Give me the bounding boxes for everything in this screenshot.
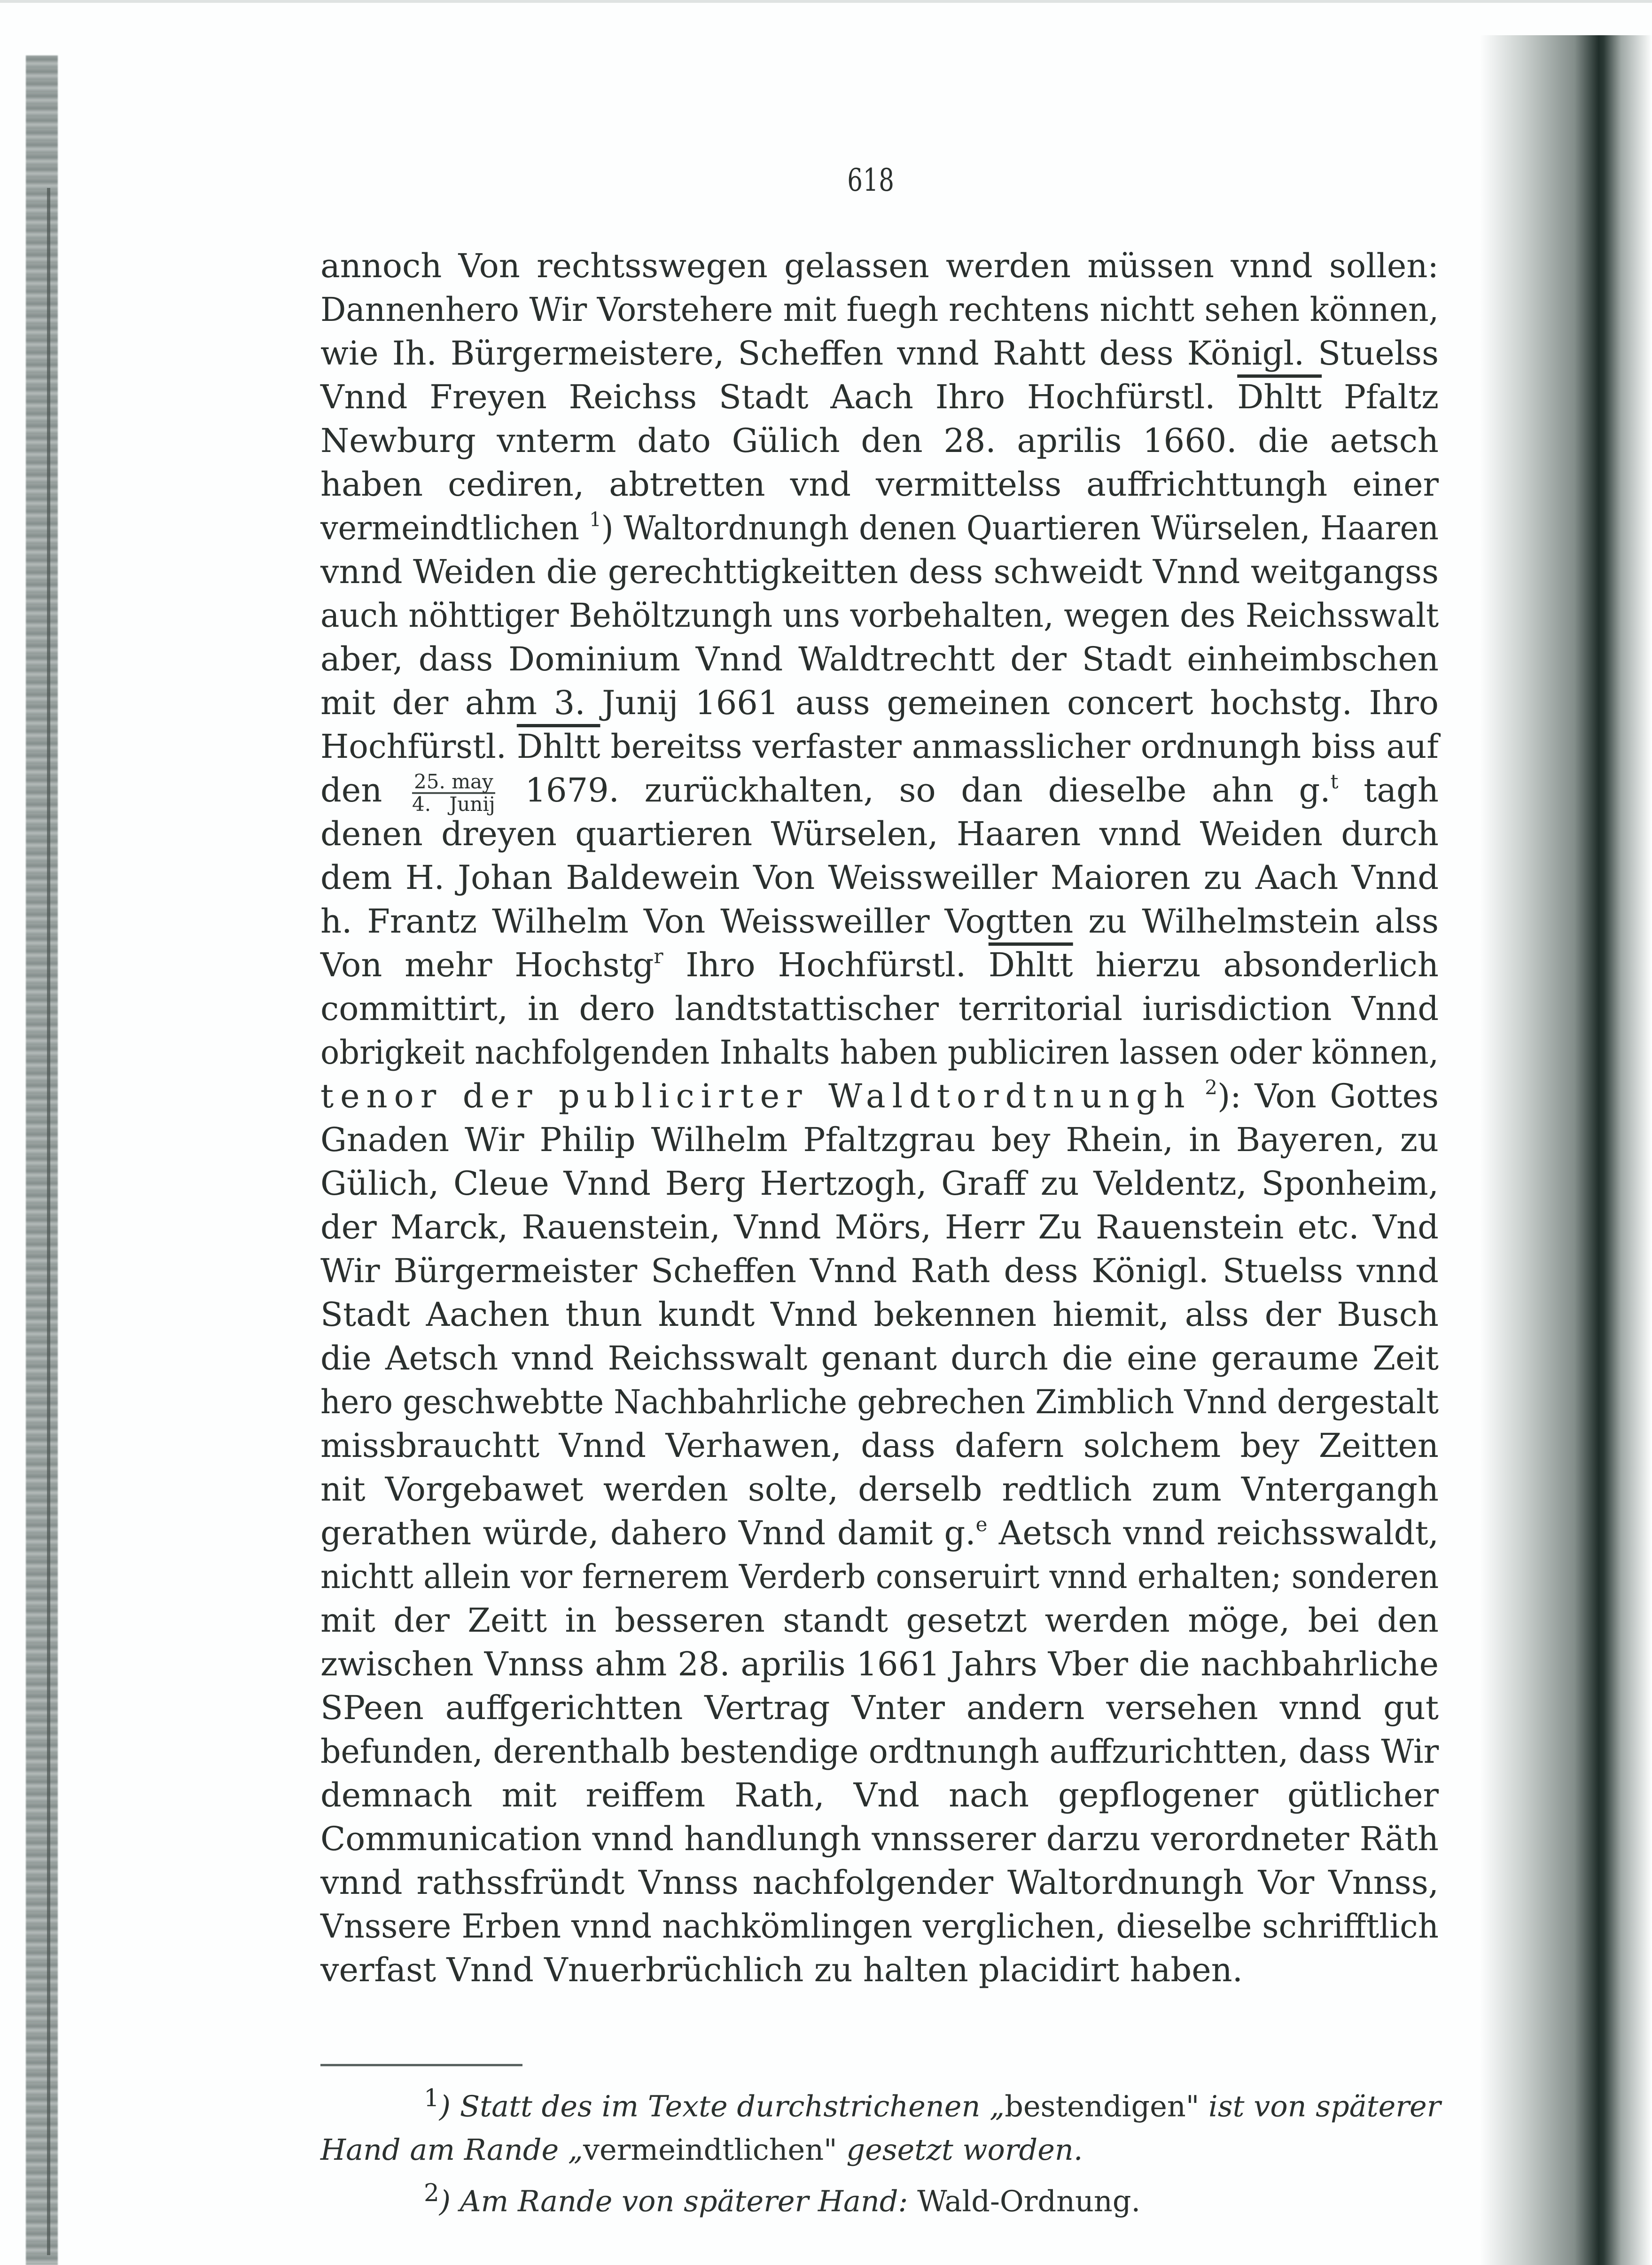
text-line: haben cediren, abtretten vnd vermittelss auffrichttungh einer (320, 465, 1439, 504)
fraction-numerator: 25. may (412, 771, 495, 794)
text-segment: bereitss verfaster anmasslicher ordnungh biss auf (610, 727, 1439, 766)
text-segment: ) Waltordnungh denen Quartieren Würselen, Haaren (601, 509, 1439, 547)
text-segment: Von mehr Hochstg (320, 946, 654, 984)
text-line: wie Ih. Bürgermeistere, Scheffen vnnd Rahtt dess Königl. Stuelss (320, 334, 1439, 373)
text-line: Wir Bürgermeister Scheffen Vnnd Rath dess Königl. Stuelss vnnd (320, 1252, 1439, 1290)
text-line (320, 375, 1439, 419)
text-line: Gülich, Cleue Vnnd Berg Hertzogh, Graff zu Veldentz, Sponheim, (320, 1164, 1439, 1203)
text-line: Newburg vnterm dato Gülich den 28. aprilis 1660. die aetsch (320, 421, 1439, 460)
text-line: Vnssere Erben vnnd nachkömlingen verglichen, dieselbe schrifftlich (320, 1907, 1439, 1946)
footnote-1 (320, 2077, 1439, 2128)
text-line: denen dreyen quartieren Würselen, Haaren vnnd Weiden durch (320, 815, 1439, 853)
footnote-text: " gesetzt worden. (824, 2132, 1083, 2167)
page-number: 618 (847, 162, 895, 198)
footnote-text: " ist von späterer (1185, 2089, 1441, 2124)
footnote-1-continuation (320, 2128, 1439, 2172)
text-line: demnach mit reiffem Rath, Vnd nach gepflogener gütlicher (320, 1776, 1439, 1814)
text-line: SPeen auffgerichtten Vertrag Vnter andern versehen vnnd gut (320, 1689, 1439, 1727)
text-segment: Aetsch vnnd reichsswaldt, (998, 1514, 1439, 1552)
footnote-quoted-word: vermeindtlichen (583, 2132, 824, 2167)
superscript: t (1330, 770, 1339, 793)
text-line: nichtt allein vor fernerem Verderb conseruirt vnnd erhalten; sonderen (320, 1557, 1439, 1596)
text-segment: Hochfürstl. (320, 727, 507, 766)
text-line: h. Frantz Wilhelm Von Weissweiller Vogtten zu Wilhelmstein alss (320, 902, 1439, 941)
abbreviation: Dhltt (516, 727, 600, 766)
superscript: r (654, 945, 663, 968)
text-segment: Vnnd Freyen Reichss Stadt Aach Ihro Hochfürstl. (320, 378, 1216, 416)
text-line: annoch Von rechtsswegen gelassen werden müssen vnnd sollen: (320, 247, 1439, 285)
text-segment: Ihro Hochfürstl. (686, 946, 966, 984)
text-segment: gerathen würde, dahero Vnnd damit g. (320, 1514, 976, 1552)
footnote-text: Hand am Rande „ (320, 2132, 584, 2167)
spaced-title: tenor der publicirter Waldtordtnungh (320, 1077, 1192, 1115)
footnotes (320, 2077, 1439, 2223)
text-line: Communication vnnd handlungh vnnsserer darzu verordneter Räth (320, 1820, 1439, 1858)
text-line: Gnaden Wir Philip Wilhelm Pfaltzgrau bey Rhein, in Bayeren, zu (320, 1121, 1439, 1159)
text-line (320, 1074, 1439, 1118)
text-line: vnnd rathssfründt Vnnss nachfolgender Waltordnungh Vor Vnnss, (320, 1863, 1439, 1902)
left-binding-edge (26, 55, 58, 2265)
text-line: nit Vorgebawet werden solte, derselb redtlich zum Vntergangh (320, 1470, 1439, 1509)
abbreviation: Dhltt (988, 946, 1073, 984)
text-line (320, 506, 1439, 550)
text-segment: tagh (1364, 771, 1439, 809)
footnote-rule (320, 2064, 522, 2066)
text-line: Stadt Aachen thun kundt Vnnd bekennen hiemit, alss der Busch (320, 1295, 1439, 1334)
footnote-marker: 2 (424, 2179, 439, 2207)
text-line: hero geschwebtte Nachbahrliche gebrechen Zimblich Vnnd dergestalt (320, 1383, 1439, 1421)
text-segment: 1679. zurückhalten, so dan dieselbe ahn g. (525, 771, 1331, 809)
text-line (320, 943, 1439, 987)
footnote-ref-1[interactable]: 1 (589, 508, 601, 531)
left-binding-line (47, 188, 50, 2255)
text-line: mit der Zeitt in besseren standt gesetzt werden möge, bei den (320, 1601, 1439, 1640)
text-line (320, 769, 1439, 816)
footnote-text: ) Statt des im Texte durchstrichenen „ (439, 2089, 1005, 2124)
footnote-marker: 1 (424, 2084, 439, 2112)
text-line: Dannenhero Wir Vorstehere mit fuegh rechtens nichtt sehen können, (320, 290, 1439, 329)
abbreviation: Dhltt (1237, 378, 1322, 416)
footnote-2 (320, 2172, 1439, 2223)
text-line: befunden, derenthalb bestendige ordtnungh auffzurichtten, dass Wir (320, 1732, 1439, 1771)
text-line (320, 1511, 1439, 1555)
fraction-denominator: 4. Junij (412, 793, 495, 816)
text-segment: ): Von Gottes (1217, 1077, 1439, 1115)
text-line: vnnd Weiden die gerechttigkeitten dess schweidt Vnnd weitgangss (320, 553, 1439, 591)
text-line: committirt, in dero landtstattischer territorial iurisdiction Vnnd (320, 989, 1439, 1028)
text-segment: Pfaltz (1343, 378, 1439, 416)
text-line: verfast Vnnd Vnuerbrüchlich zu halten placidirt haben. (320, 1951, 1243, 1989)
text-segment: vermeindtlichen (320, 509, 579, 547)
date-fraction (412, 771, 495, 815)
text-line: missbrauchtt Vnnd Verhawen, dass dafern solchem bey Zeitten (320, 1426, 1439, 1465)
footnote-quoted-word: bestendigen (1005, 2089, 1186, 2124)
footnote-ref-2[interactable]: 2 (1205, 1076, 1217, 1099)
text-line (320, 725, 1439, 769)
text-segment: hierzu absonderlich (1095, 946, 1439, 984)
text-line: obrigkeit nachfolgenden Inhalts haben publiciren lassen oder können, (320, 1033, 1439, 1072)
superscript: e (975, 1513, 988, 1536)
text-line: die Aetsch vnnd Reichsswalt genant durch die eine geraume Zeit (320, 1339, 1439, 1378)
text-line: zwischen Vnnss ahm 28. aprilis 1661 Jahrs Vber die nachbahrliche (320, 1645, 1439, 1683)
text-line: dem H. Johan Baldewein Von Weissweiller Maioren zu Aach Vnnd (320, 858, 1439, 897)
text-line: aber, dass Dominium Vnnd Waldtrechtt der Stadt einheimbschen (320, 640, 1439, 678)
text-line: auch nöhttiger Behöltzungh uns vorbehalten, wegen des Reichsswalt (320, 596, 1439, 635)
scan-top-edge (0, 0, 1652, 3)
footnote-text: ) Am Rande von späterer Hand: (439, 2184, 908, 2218)
text-line: der Marck, Rauenstein, Vnnd Mörs, Herr Zu Rauenstein etc. Vnd (320, 1208, 1439, 1246)
text-segment: den (320, 771, 382, 809)
right-gutter-shadow (1480, 35, 1652, 2265)
footnote-quoted-word: Wald-Ordnung. (917, 2184, 1141, 2218)
text-line: mit der ahm 3. Junij 1661 auss gemeinen concert hochstg. Ihro (320, 684, 1439, 722)
body-text (320, 244, 1439, 1992)
